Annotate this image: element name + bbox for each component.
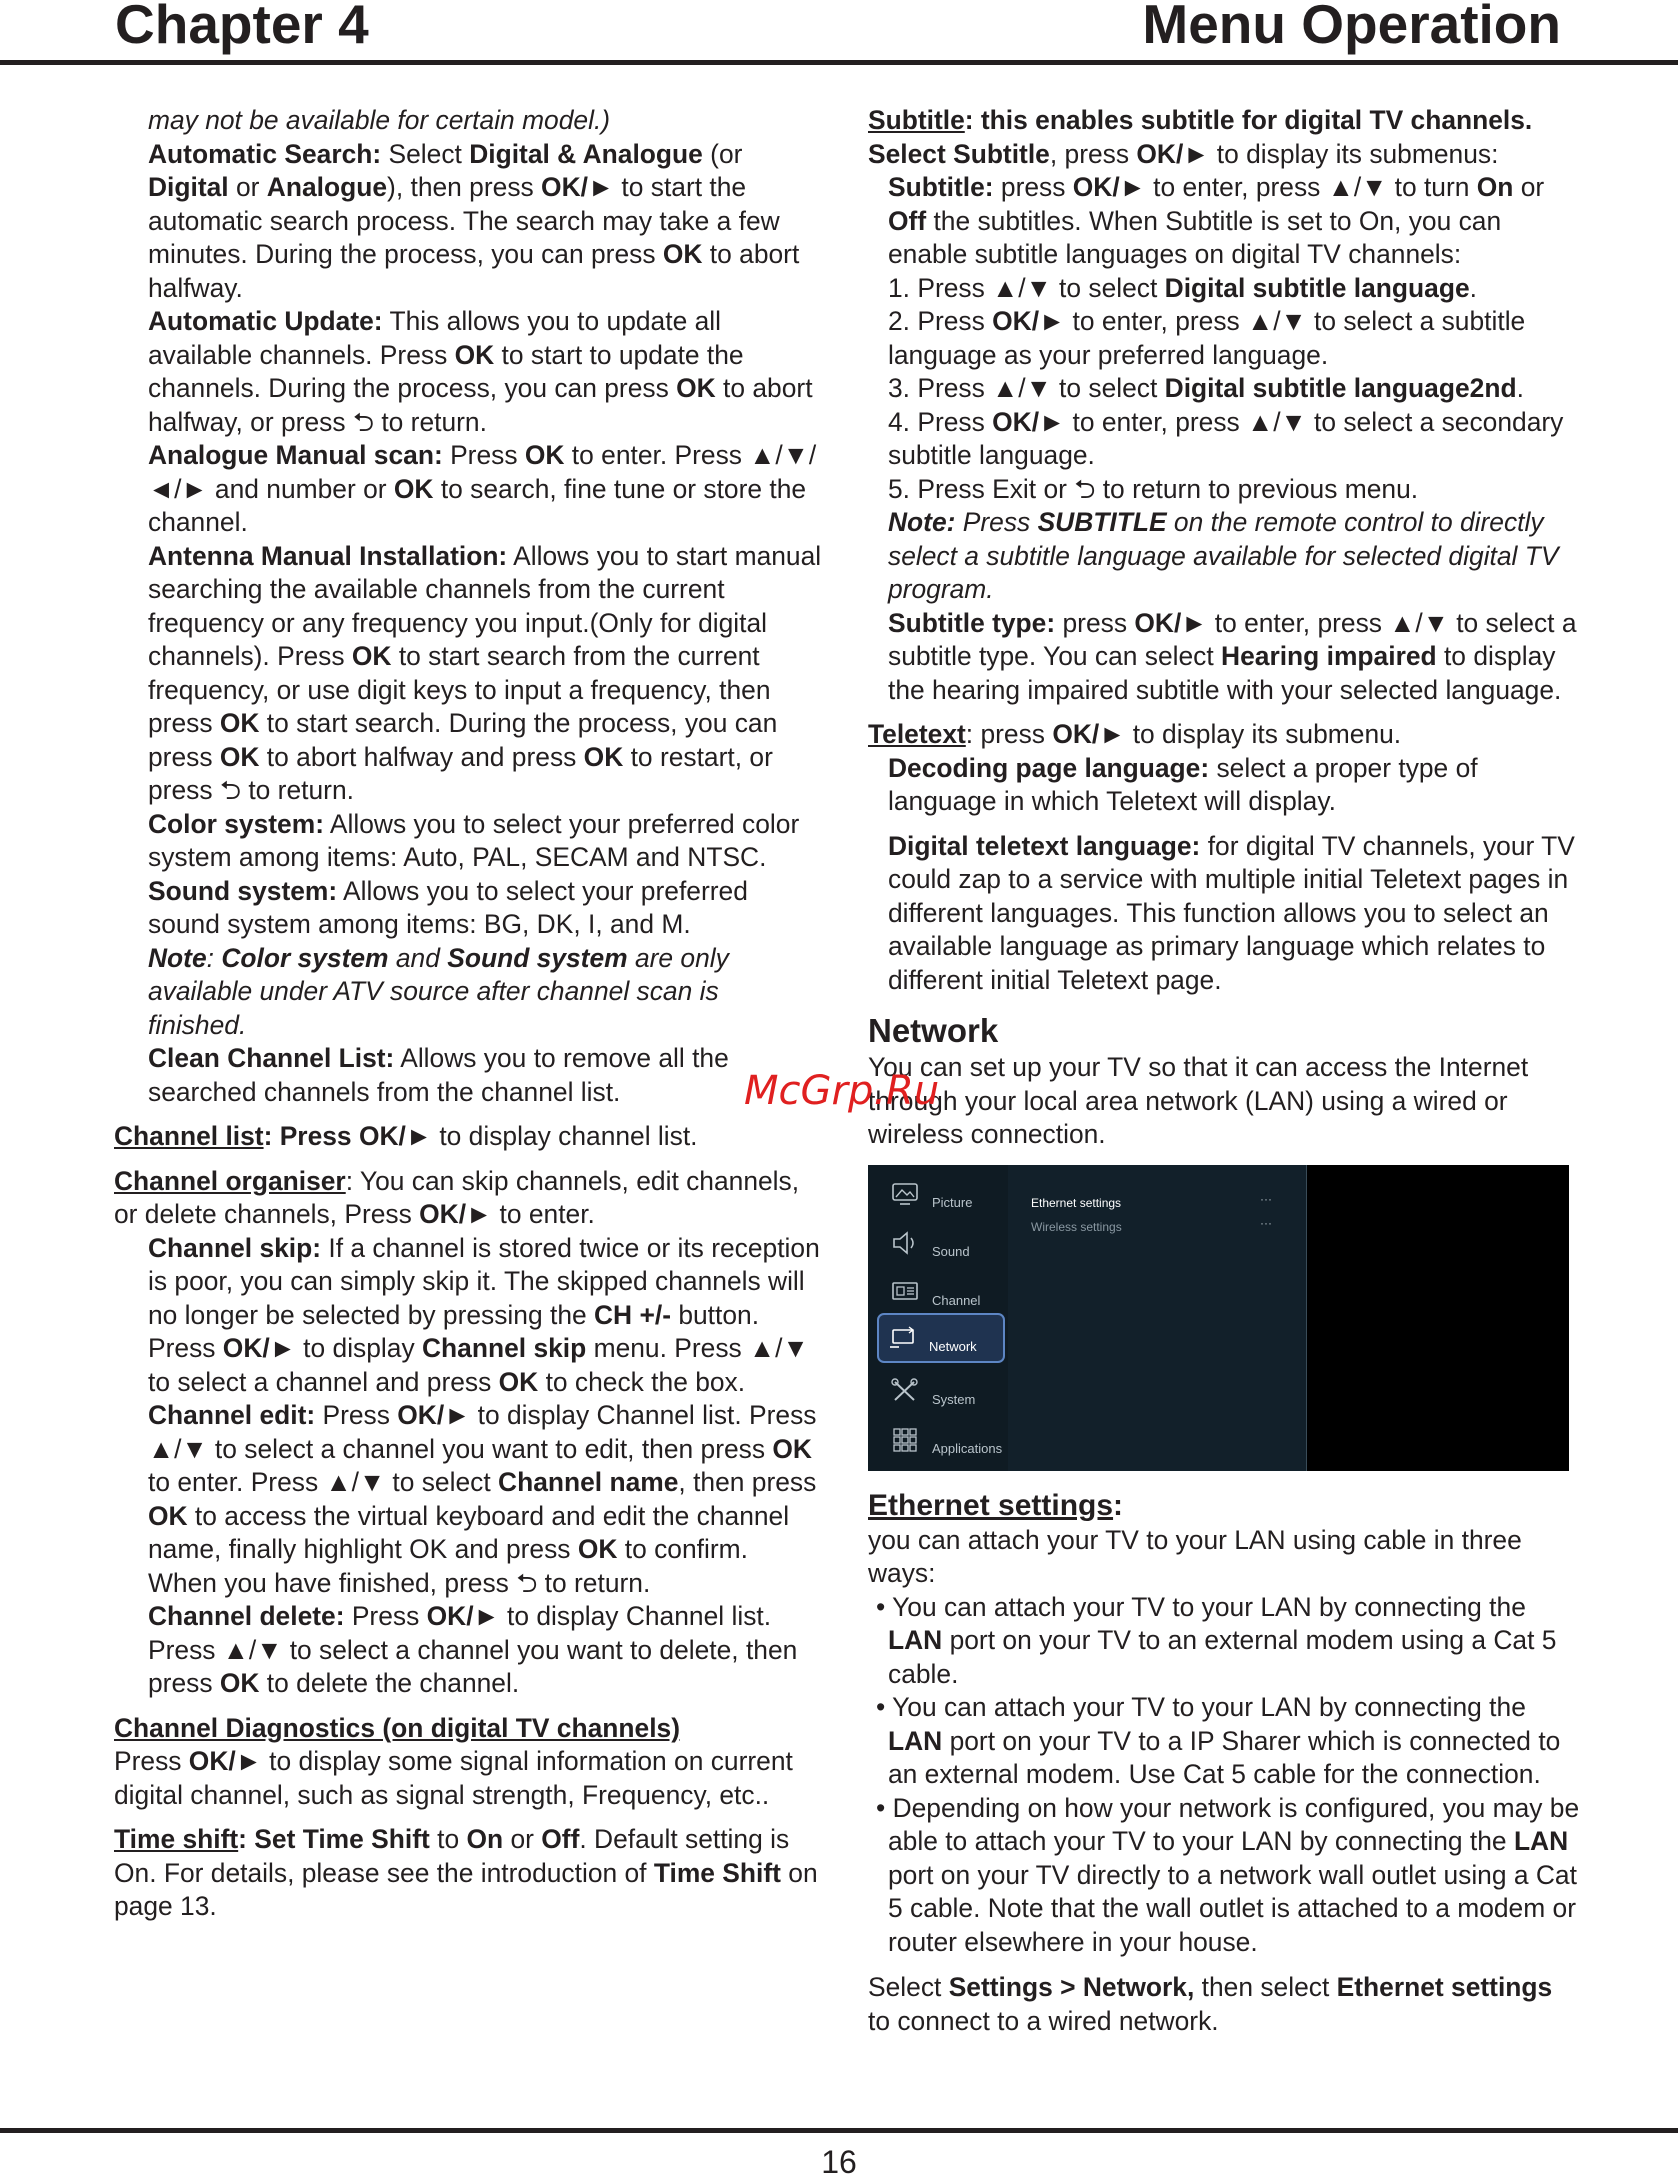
tv-menu-item-system[interactable]: System <box>882 1368 1008 1414</box>
antenna-manual-installation: Antenna Manual Installation: Allows you to start manual searching the available channels from the current frequency or any frequency you input.(Only for digital channels). Press OK to start search from the current frequency, or use digit keys to input a frequency, then press OK to start search. During the process, you can press OK to abort halfway and press OK to restart, or press ⮌ to return. <box>148 540 822 805</box>
time-shift-section: Time shift: Set Time Shift to On or Off. Default setting is On. For details, please see the introduction of Time Shift on page 13. <box>114 1824 818 1921</box>
channel-delete: Channel delete: Press OK/► to display Channel list. Press ▲/▼ to select a channel you want to delete, then press OK to delete the channel. <box>148 1601 798 1698</box>
clean-channel-list: Clean Channel List: Allows you to remove all the searched channels from the channel list. <box>148 1043 729 1107</box>
automatic-search: Automatic Search: Select Digital & Analogue (or Digital or Analogue), then press OK/► to start the automatic search process. The search may take a few minutes. During the process, you can press OK to abort halfway. <box>148 138 800 303</box>
picture-icon <box>890 1181 920 1207</box>
tv-submenu-wireless-value: ··· <box>1260 1215 1272 1230</box>
channel-skip: Channel skip: If a channel is stored twice or its reception is poor, you can simply skip it. The skipped channels will no longer be selected by pressing the CH +/- button. Press OK/► to display Channel skip menu. Press ▲/▼ to select a channel and press OK to check the box. <box>148 1232 820 1397</box>
header-rule <box>0 60 1678 65</box>
channel-icon <box>890 1279 920 1305</box>
subtitle-note: Note: Press SUBTITLE on the remote control to directly select a subtitle language available for selected digital TV program. <box>888 507 1559 604</box>
channel-edit: Channel edit: Press OK/► to display Channel list. Press ▲/▼ to select a channel you want to edit, then press OK to enter. Press ▲/▼ to select Channel name, then press OK to access the virtual keyboard and edit the channel name, finally highlight OK and press OK to confirm. When you have finished, press ⮌ to return. <box>148 1400 817 1598</box>
subtitle-step-5: 5. Press Exit or ⮌ to return to previous menu. <box>888 473 1419 504</box>
channel-organiser-section: Channel organiser: You can skip channels, edit channels, or delete channels, Press OK/► to enter. <box>114 1165 800 1229</box>
tools-icon <box>890 1378 920 1404</box>
subtitle-step-2: 2. Press OK/► to enter, press ▲/▼ to select a subtitle language as your preferred language. <box>888 306 1526 370</box>
tv-menu-item-picture[interactable]: Picture <box>882 1171 1008 1217</box>
tv-menu-item-network[interactable]: Network <box>877 1313 1005 1363</box>
watermark: McGrp.Ru <box>744 1068 940 1114</box>
decoding-page-language: Decoding page language: select a proper type of language in which Teletext will display. <box>888 752 1478 816</box>
subtitle-step-3: 3. Press ▲/▼ to select Digital subtitle language2nd. <box>888 373 1524 403</box>
tv-menu-item-sound[interactable]: Sound <box>882 1220 1008 1266</box>
right-column <box>868 104 1580 2038</box>
ethernet-bullet-1: • You can attach your TV to your LAN by connecting the LAN port on your TV to an external modem using a Cat 5 cable. <box>876 1591 1557 1689</box>
color-system: Color system: Allows you to select your preferred color system among items: Auto, PAL, SECAM and NTSC. <box>148 808 800 872</box>
channel-diagnostics-section: Channel Diagnostics (on digital TV channels) Press OK/► to display some signal information on current digital channel, such as signal strength, Frequency, etc.. <box>114 1712 793 1810</box>
tv-submenu-ethernet-settings[interactable]: Ethernet settings <box>1031 1195 1122 1210</box>
chapter-label: Chapter 4 <box>115 0 369 55</box>
subtitle-step-4: 4. Press OK/► to enter, press ▲/▼ to select a secondary subtitle language. <box>888 406 1564 470</box>
tv-network-menu-screenshot <box>868 1165 1569 1471</box>
teletext-section: Teletext: press OK/► to display its submenu. <box>868 719 1402 749</box>
subtitle-section: Subtitle: this enables subtitle for digital TV channels. Select Subtitle, press OK/► to display its submenus: <box>868 105 1533 169</box>
ethernet-settings-heading: Ethernet settings: <box>868 1488 1124 1522</box>
tv-submenu-ethernet-value: ··· <box>1260 1191 1272 1206</box>
network-intro: You can set up your TV so that it can access the Internet through your local area network (LAN) using a wired or wireless connection. <box>868 1052 1529 1149</box>
footer-rule <box>0 2128 1678 2133</box>
tv-menu-item-applications[interactable]: Applications <box>882 1417 1008 1463</box>
sound-system: Sound system: Allows you to select your preferred sound system among items: BG, DK, I, and M. <box>148 875 748 939</box>
page-header <box>0 0 1678 66</box>
ethernet-bullet-3: • Depending on how your network is configured, you may be able to attach your TV to your LAN by connecting the LAN port on your TV directly to a network wall outlet using a Cat 5 cable. Note that the wall outlet is attached to a modem or router elsewhere in your house. <box>876 1792 1580 1957</box>
ethernet-select-instruction: Select Settings > Network, then select Ethernet settings to connect to a wired network. <box>868 1972 1553 2036</box>
speaker-icon <box>890 1230 920 1256</box>
network-heading: Network <box>868 1012 999 1049</box>
apps-icon <box>890 1427 920 1453</box>
chapter-title: Menu Operation <box>1142 0 1561 55</box>
note-color-sound: Note: Color system and Sound system are only available under ATV source after channel scan is finished. <box>148 942 729 1040</box>
ethernet-intro: you can attach your TV to your LAN using cable in three ways: <box>868 1524 1522 1588</box>
network-icon <box>887 1325 917 1351</box>
subtitle-item: Subtitle: press OK/► to enter, press ▲/▼ to turn On or Off the subtitles. When Subtitle is set to On, you can enable subtitle languages on digital TV channels: <box>888 172 1545 269</box>
left-column <box>114 104 824 1924</box>
digital-teletext-language: Digital teletext language: for digital TV channels, your TV could zap to a service with multiple initial Teletext pages in different languages. This function allows you to select an available language as primary language which relates to different initial Teletext page. <box>888 830 1575 995</box>
analogue-manual-scan: Analogue Manual scan: Press OK to enter. Press ▲/▼/◄/► and number or OK to search, fine tune or store the channel. <box>148 440 817 537</box>
paragraph-continuation: may not be available for certain model.) <box>148 105 611 135</box>
subtitle-type: Subtitle type: press OK/► to enter, press ▲/▼ to select a subtitle type. You can select Hearing impaired to display the hearing impaired subtitle with your selected language. <box>888 607 1577 705</box>
automatic-update: Automatic Update: This allows you to update all available channels. Press OK to start to update the channels. During the process, you can press OK to abort halfway, or press ⮌ to return. <box>148 306 813 437</box>
ethernet-bullet-2: • You can attach your TV to your LAN by connecting the LAN port on your TV to a IP Sharer which is connected to an external modem. Use Cat 5 cable for the connection. <box>876 1692 1561 1789</box>
subtitle-step-1: 1. Press ▲/▼ to select Digital subtitle language. <box>888 272 1477 303</box>
page-number: 16 <box>821 2144 857 2180</box>
tv-menu-item-channel[interactable]: Channel <box>882 1269 1008 1315</box>
channel-list-section: Channel list: Press OK/► to display channel list. <box>114 1121 698 1151</box>
tv-submenu-wireless-settings[interactable]: Wireless settings <box>1031 1219 1122 1234</box>
